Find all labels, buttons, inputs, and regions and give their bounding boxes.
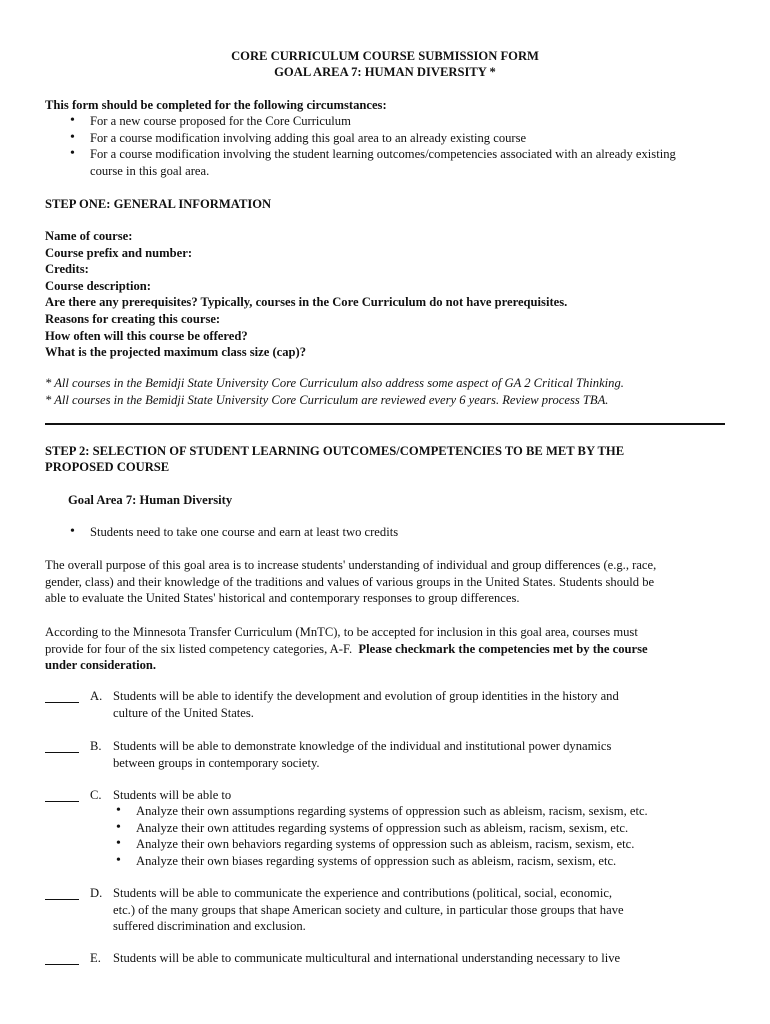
list-item: • Students need to take one course and earn at least two credits (64, 524, 704, 541)
list-item: • For a new course proposed for the Core Curriculum (64, 113, 704, 130)
footnote-critical-thinking: * All courses in the Bemidji State University Core Curriculum also address some aspect of GA 2 Critical Thinking. (45, 376, 624, 390)
list-item: • Analyze their own biases regarding systems of oppression such as ableism, racism, sexism, etc. (110, 853, 710, 870)
field-course-name: Name of course: (45, 229, 133, 243)
footnotes (45, 375, 624, 408)
competency-c-text: Students will be able to (113, 788, 232, 802)
general-info-fields (45, 228, 567, 361)
competency-a-text: Students will be able to identify the development and evolution of group identities in the history and culture of the United States. (113, 689, 619, 720)
field-reasons: Reasons for creating this course: (45, 311, 221, 326)
competency-letter-e: E. (90, 951, 101, 965)
checkmark-blank-e[interactable] (45, 951, 79, 965)
form-title: CORE CURRICULUM COURSE SUBMISSION FORM (231, 49, 539, 63)
checkmark-blank-c[interactable] (45, 788, 79, 802)
mntc-paragraph: According to the Minnesota Transfer Curriculum (MnTC), to be accepted for inclusion in this goal area, courses must provide for four of the six listed competency categories, A-F. Please checkmark the competencies met by the course under consideration. (45, 625, 648, 673)
checkmark-blank-d[interactable] (45, 886, 79, 900)
purpose-paragraph: The overall purpose of this goal area is to increase students' understanding of individual and group differences (e.g., race, gender, class) and their knowledge of the traditions and values of various groups in the United States. Students should be able to evaluate the United States' historical and contemporary responses to group differences. (45, 558, 657, 606)
field-frequency: How often will this course be offered? (45, 328, 248, 343)
footnote-review: * All courses in the Bemidji State University Core Curriculum are reviewed every 6 years. Review process TBA. (45, 392, 609, 407)
list-item: • Analyze their own assumptions regarding systems of oppression such as ableism, racism, sexism, etc. (110, 803, 710, 820)
field-class-size: What is the projected maximum class size (cap)? (45, 345, 307, 360)
checkmark-blank-b[interactable] (45, 739, 79, 753)
checkmark-blank-a[interactable] (45, 689, 79, 703)
field-course-prefix: Course prefix and number: (45, 245, 193, 260)
field-credits: Credits: (45, 262, 89, 277)
checkmark-instruction: Please checkmark the competencies met by the course (358, 641, 648, 656)
field-course-description: Course description: (45, 278, 151, 293)
competency-e-text: Students will be able to communicate multicultural and international understanding necessary to live (113, 951, 621, 965)
list-item: • Analyze their own behaviors regarding systems of oppression such as ableism, racism, sexism, etc. (110, 836, 710, 853)
competency-c-subitems (110, 803, 710, 869)
intro-lead: This form should be completed for the following circumstances: (45, 98, 387, 112)
list-item: • For a course modification involving adding this goal area to an already existing course (64, 130, 704, 147)
section-divider (45, 423, 725, 425)
requirement-list (64, 524, 704, 541)
competency-letter-a: A. (90, 689, 103, 703)
step-two-heading: STEP 2: SELECTION OF STUDENT LEARNING OUTCOMES/COMPETENCIES TO BE MET BY THE (45, 444, 625, 458)
form-subtitle: GOAL AREA 7: HUMAN DIVERSITY * (274, 65, 496, 79)
step-two-heading-cont: PROPOSED COURSE (45, 460, 170, 474)
competency-letter-b: B. (90, 739, 102, 753)
step-one-heading: STEP ONE: GENERAL INFORMATION (45, 197, 272, 211)
list-item: • For a course modification involving the student learning outcomes/competencies associated with an already existing course in this goal area. (64, 146, 690, 179)
competency-b-text: Students will be able to demonstrate knowledge of the individual and institutional power dynamics between groups in contemporary society. (113, 739, 612, 770)
field-prerequisites: Are there any prerequisites? Typically, courses in the Core Curriculum do not have prerequisites. (45, 295, 568, 310)
intro-list (64, 113, 704, 179)
goal-area-label: Goal Area 7: Human Diversity (68, 493, 233, 507)
list-item: • Analyze their own attitudes regarding systems of oppression such as ableism, racism, sexism, etc. (110, 820, 710, 837)
competency-letter-d: D. (90, 886, 103, 900)
competency-letter-c: C. (90, 788, 102, 802)
competency-d-text: Students will be able to communicate the experience and contributions (political, social, economic, etc.) of the many groups that shape American society and culture, in particular those groups that have suffered discrimination and exclusion. (113, 886, 624, 934)
